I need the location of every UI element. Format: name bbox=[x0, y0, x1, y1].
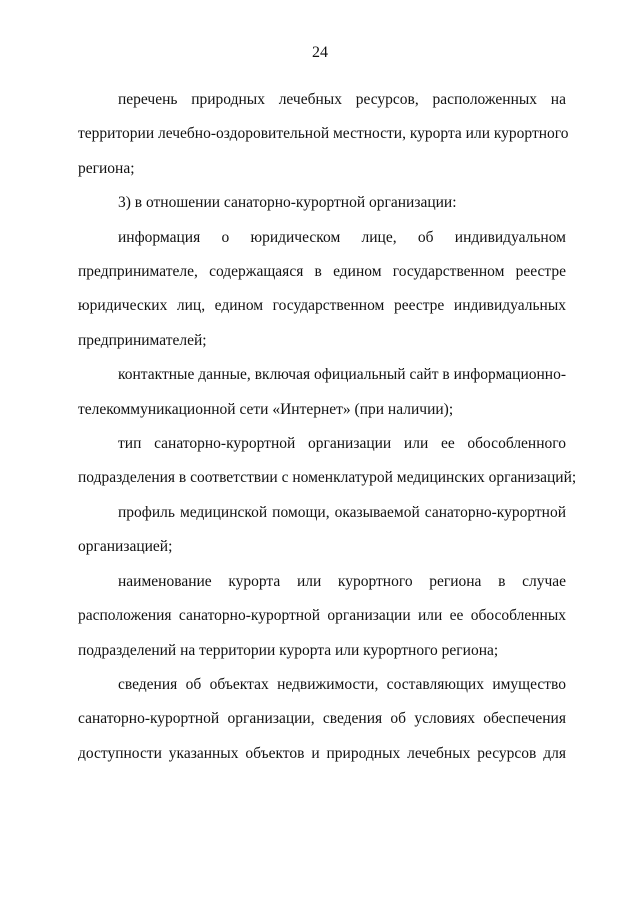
text-line: тип санаторно-курортной организации или ее обособленного bbox=[118, 435, 566, 453]
text-line: перечень природных лечебных ресурсов, расположенных на bbox=[118, 91, 566, 108]
text-line: сведения об объектах недвижимости, составляющих имущество bbox=[118, 675, 566, 693]
text-line: информация о юридическом лице, об индивидуальном bbox=[118, 228, 566, 246]
text-line: контактные данные, включая официальный сайт в информационно- bbox=[118, 366, 566, 384]
text-line: расположения санаторно-курортной организации или ее обособленных bbox=[78, 607, 566, 625]
text-line: территории лечебно-оздоровительной местности, курорта или курортного bbox=[78, 125, 569, 143]
paragraph-medical-profile bbox=[78, 496, 566, 565]
paragraph-organization-type bbox=[78, 427, 577, 496]
text-line: региона; bbox=[78, 159, 135, 177]
text-line: профиль медицинской помощи, оказываемой санаторно-курортной bbox=[118, 503, 566, 521]
text-line: организацией; bbox=[78, 538, 173, 556]
paragraph-natural-resources bbox=[78, 83, 569, 186]
paragraph-resort-name bbox=[78, 565, 566, 668]
paragraph-legal-entity-info bbox=[78, 221, 566, 359]
paragraph-contact-data bbox=[78, 358, 566, 427]
text-line: наименование курорта или курортного региона в случае bbox=[118, 572, 566, 590]
text-line: предпринимателе, содержащаяся в едином государственном реестре bbox=[78, 263, 566, 281]
document-body bbox=[78, 83, 577, 771]
text-line: доступности указанных объектов и природных лечебных ресурсов для bbox=[78, 744, 566, 762]
text-line: телекоммуникационной сети «Интернет» (при наличии); bbox=[78, 400, 454, 418]
text-line: подразделений на территории курорта или курортного региона; bbox=[78, 641, 499, 659]
paragraph-real-estate-info bbox=[78, 668, 566, 771]
paragraph-item-3-heading bbox=[78, 186, 566, 220]
text-line: санаторно-курортной организации, сведения об условиях обеспечения bbox=[78, 710, 566, 728]
text-line: 3) в отношении санаторно-курортной организации: bbox=[118, 194, 457, 212]
text-line: юридических лиц, едином государственном реестре индивидуальных bbox=[78, 297, 566, 315]
text-line: подразделения в соответствии с номенклатурой медицинских организаций; bbox=[78, 469, 577, 487]
page-number: 24 bbox=[312, 44, 328, 61]
text-line: предпринимателей; bbox=[78, 331, 207, 349]
